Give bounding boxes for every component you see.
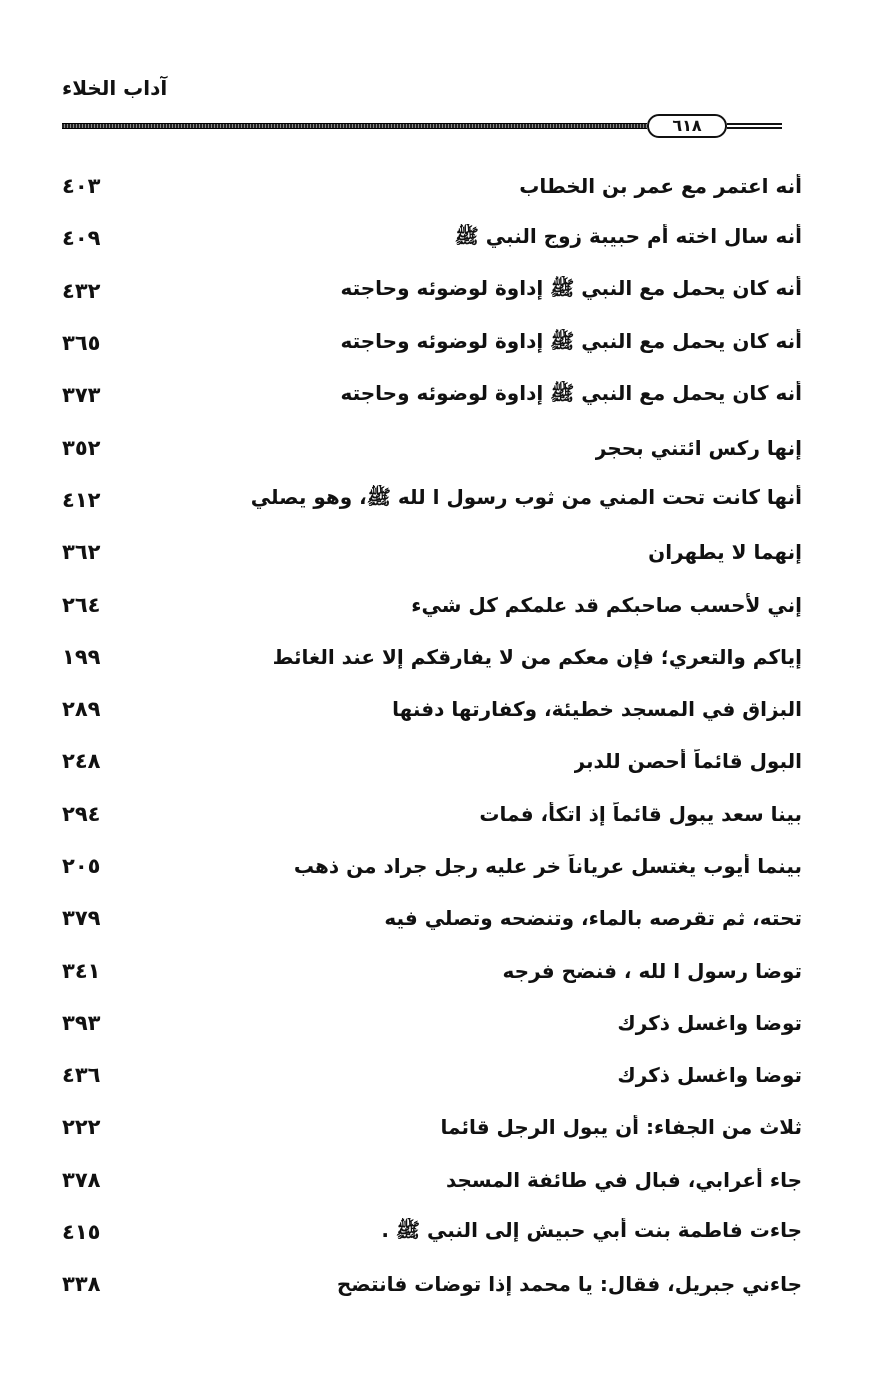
entry-text: أنه اعتمر مع عمر بن الخطاب <box>519 174 802 199</box>
entry-text: البول قائماً أحصن للدبر <box>573 749 802 774</box>
entry-page-ref: ٣٥٢ <box>62 435 101 460</box>
header-rule <box>62 118 782 136</box>
entry-text: أنه كان يحمل مع النبي ﷺ إداوة لوضوئه وحاجته <box>340 276 802 301</box>
entry-page-ref: ٣٦٢ <box>62 540 101 565</box>
index-entry <box>62 1101 802 1153</box>
index-entry <box>62 944 802 996</box>
entry-text: إنهما لا يطهران <box>648 540 802 565</box>
entry-page-ref: ١٩٩ <box>62 644 101 669</box>
entry-text: توضا واغسل ذكرك <box>617 1010 802 1035</box>
entry-page-ref: ٣٧٩ <box>62 906 101 931</box>
index-entry <box>62 840 802 892</box>
header-rule-right <box>727 123 782 129</box>
entry-text: البزاق في المسجد خطيئة، وكفارتها دفنها <box>392 697 802 722</box>
entry-page-ref: ٣٩٣ <box>62 1010 101 1035</box>
index-entry <box>62 160 802 212</box>
entry-page-ref: ٢٤٨ <box>62 749 101 774</box>
entry-page-ref: ٤١٥ <box>62 1220 101 1245</box>
entry-page-ref: ٤٠٣ <box>62 174 101 199</box>
index-entry <box>62 1049 802 1101</box>
entry-page-ref: ٢٨٩ <box>62 697 101 722</box>
index-entry <box>62 526 802 578</box>
index-entry <box>62 369 802 421</box>
entry-text: بينما أيوب يغتسل عرياناً خر عليه رجل جراد من ذهب <box>293 854 802 878</box>
entry-page-ref: ٤٠٩ <box>62 226 101 251</box>
index-entry <box>62 735 802 787</box>
entry-text: توضا رسول ا لله ، فنضح فرجه <box>502 958 802 983</box>
entry-text: توضا واغسل ذكرك <box>617 1063 802 1088</box>
index-entry <box>62 683 802 735</box>
entry-text: أنه سال اخته أم حبيبة زوج النبي ﷺ <box>454 223 802 248</box>
entry-page-ref: ٢٩٤ <box>62 801 101 826</box>
entry-text: إني لأحسب صاحبكم قد علمكم كل شيء <box>411 592 802 617</box>
entry-page-ref: ٢٦٤ <box>62 592 101 617</box>
page-number: ٦١٨ <box>647 114 727 138</box>
entry-text: جاءني جبريل، فقال: يا محمد إذا توضات فانتضح <box>336 1272 802 1297</box>
index-entry <box>62 212 802 264</box>
index-entry <box>62 1154 802 1206</box>
entry-text: إنها ركس ائتني بحجر <box>594 435 802 460</box>
entry-text: أنها كانت تحت المني من ثوب رسول ا لله ﷺ، وهو يصلي <box>250 485 802 510</box>
index-entry <box>62 421 802 473</box>
entry-text: إياكم والتعري؛ فإن معكم من لا يفارقكم إلا عند الغائط <box>272 644 802 669</box>
index-entry <box>62 997 802 1049</box>
index-entry <box>62 1258 802 1310</box>
entry-text: جاء أعرابي، فبال في طائفة المسجد <box>445 1167 802 1192</box>
index-entry <box>62 474 802 526</box>
entry-page-ref: ٢٢٢ <box>62 1115 101 1140</box>
index-entry <box>62 578 802 630</box>
index-entry <box>62 317 802 369</box>
header-rule-left <box>62 123 647 129</box>
index-list <box>62 160 802 1311</box>
entry-text: جاءت فاطمة بنت أبي حبيش إلى النبي ﷺ . <box>381 1217 802 1242</box>
entry-page-ref: ٤٣٢ <box>62 278 101 303</box>
entry-text: أنه كان يحمل مع النبي ﷺ إداوة لوضوئه وحاجته <box>340 380 802 405</box>
entry-page-ref: ٣٧٣ <box>62 383 101 408</box>
entry-page-ref: ٣٣٨ <box>62 1272 101 1297</box>
index-entry <box>62 631 802 683</box>
entry-page-ref: ٢٠٥ <box>62 854 101 878</box>
entry-page-ref: ٤١٢ <box>62 487 101 512</box>
entry-text: أنه كان يحمل مع النبي ﷺ إداوة لوضوئه وحاجته <box>340 328 802 353</box>
index-entry <box>62 265 802 317</box>
index-entry <box>62 1206 802 1258</box>
entry-text: ثلاث من الجفاء: أن يبول الرجل قائما <box>440 1115 802 1140</box>
running-header-title: آداب الخلاء <box>62 76 168 100</box>
entry-page-ref: ٣٦٥ <box>62 331 101 356</box>
entry-page-ref: ٤٣٦ <box>62 1063 101 1088</box>
entry-text: تحته، ثم تقرصه بالماء، وتنضحه وتصلي فيه <box>384 906 802 931</box>
index-entry <box>62 788 802 840</box>
index-entry <box>62 892 802 944</box>
entry-text: بينا سعد يبول قائماً إذ اتكأ، فمات <box>479 801 802 826</box>
entry-page-ref: ٣٧٨ <box>62 1167 101 1192</box>
entry-page-ref: ٣٤١ <box>62 958 101 983</box>
